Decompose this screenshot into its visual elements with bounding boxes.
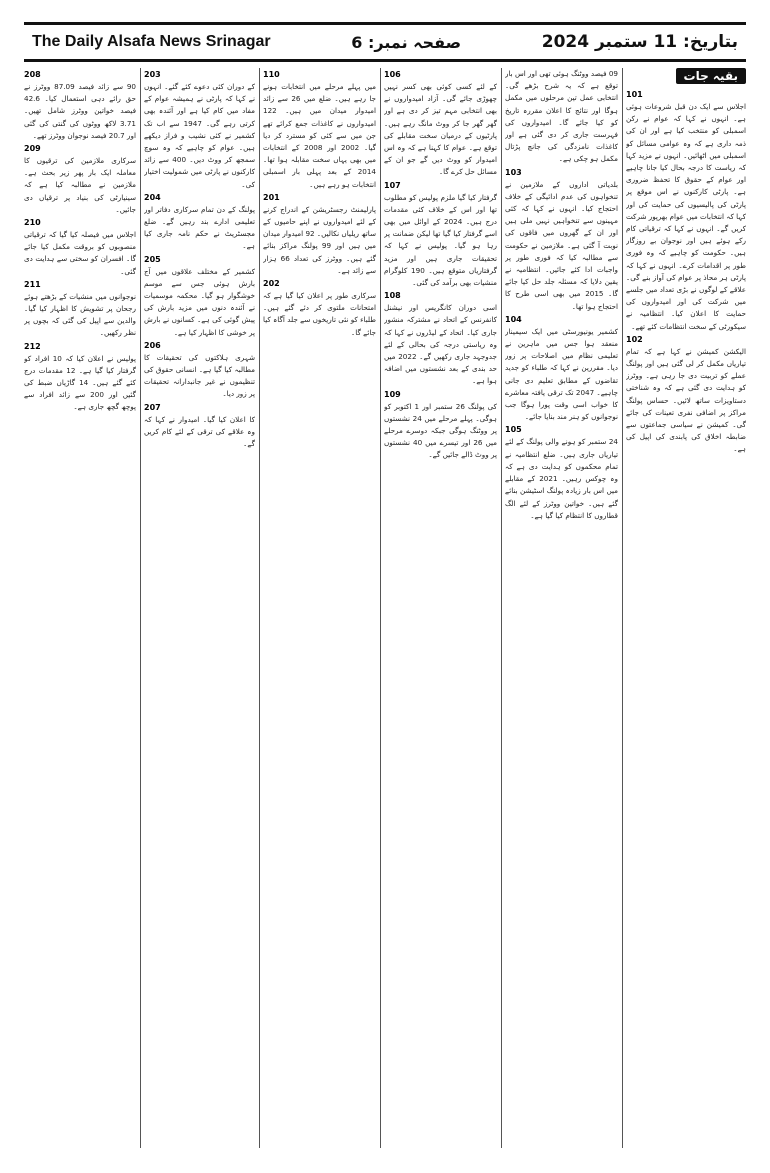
article-text: اجلاس سے ایک دن قبل شروعات ہوئی ہے۔ انہوں نے کہا کہ عوام نے رکن اسمبلی کو منتخب کیا ہے اور ان کی ذمہ داری ہے کہ وہ عوامی مسائل کو اسمبلی میں اٹھائیں۔ انہوں نے مزید کہا کہ ریاست کا درجہ بحال کیا جانا چاہیے اور عوام کے حقوق کا تحفظ ضروری ہے۔ پارٹی کارکنوں نے اس موقع پر پارٹی کی پالیسیوں کی حمایت کی اور کہا کہ انتخابات میں عوام بھرپور شرکت کریں گے۔ انہوں نے کہا کہ ترقیاتی کام رکے ہوئے ہیں اور نوجوان بے روزگار ہیں۔ حکومت کو چاہیے کہ وہ فوری طور پر اقدامات کرے۔ انہوں نے کہا کہ پارٹی ہر محاذ پر عوام کی آواز بنے گی۔ علاقے کے لوگوں نے بڑی تعداد میں جلسے میں شرکت کی اور امیدواروں کی حمایت کا اعلان کیا۔ انتظامیہ نے سیکورٹی کے سخت انتظامات کئے تھے۔: [626, 102, 746, 331]
article-text: کی پولنگ 26 ستمبر اور 1 اکتوبر کو ہوگی۔ پہلے مرحلے میں 24 نشستوں پر ووٹنگ ہوگی جبکہ دوسرے مرحلے میں 26 اور تیسرے میں 40 نشستوں پر ووٹ ڈالے جائیں گے۔: [384, 401, 497, 460]
article-number: 205: [144, 254, 161, 264]
article-number: 107: [384, 180, 401, 190]
page-number: صفحہ نمبر: 6: [351, 32, 462, 52]
article-text: نوجوانوں میں منشیات کے بڑھتے ہوئے رجحان پر تشویش کا اظہار کیا گیا۔ والدین سے اپیل کی گئی کہ بچوں پر نظر رکھیں۔: [24, 291, 136, 338]
article-number: 202: [263, 279, 280, 289]
article-number: 203: [144, 70, 161, 79]
column-1: [626, 68, 746, 1148]
article-number: 108: [384, 291, 401, 301]
article-number: 201: [263, 192, 280, 202]
column-2: [505, 68, 618, 1148]
article-number: 206: [144, 340, 161, 350]
article-text: اسی دوران کانگریس اور نیشنل کانفرنس کے اتحاد نے مشترکہ منشور جاری کیا۔ اتحاد کے لیڈروں نے کہا کہ وہ ریاستی درجہ کی بحالی کے لئے جدوجہد جاری رکھیں گے۔ 2022 میں حد بندی کے بعد نشستوں میں اضافہ ہوا ہے۔: [384, 303, 497, 386]
column-divider: [140, 68, 141, 1148]
article-text: پارلیمنٹ رجسٹریشن کے اندراج کرنے کے لئے امیدواروں نے اپنے حامیوں کے ساتھ ریلیاں نکالیں۔ 92 امیدوار میدان میں ہیں اور 99 پولنگ مراکز بنائے گئے ہیں۔ ووٹرز کی تعداد 66 ہزار سے زائد ہے۔: [263, 204, 376, 275]
article-text: کے دوران کئی دعوے کئے گئے۔ انہوں نے کہا کہ پارٹی نے ہمیشہ عوام کے مفاد میں کام کیا ہے اور آئندہ بھی کرتی رہے گی۔ 1947 سے اب تک کشمیر نے کئی نشیب و فراز دیکھے ہیں۔ عوام کو چاہیے کہ وہ سوچ سمجھ کر ووٹ دیں۔ 400 سے زائد کارکنوں نے پارٹی میں شمولیت اختیار کی۔: [144, 82, 255, 189]
article-text: کشمیر یونیورسٹی میں ایک سیمینار منعقد ہوا جس میں ماہرین نے تعلیمی نظام میں اصلاحات پر زور دیا۔ مقررین نے کہا کہ طلباء کو جدید تقاضوں کے مطابق تعلیم دی جانی چاہیے۔ 2047 تک ترقی یافتہ معاشرے کا خواب اسی وقت پورا ہوگا جب نوجوانوں کو ہنر مند بنایا جائے۔: [505, 326, 618, 422]
section-title: بقیہ جات: [676, 68, 746, 84]
column-divider: [380, 68, 381, 1148]
article-number: 102: [626, 334, 643, 344]
article-text: کشمیر کے مختلف علاقوں میں آج بارش ہوئی جس سے موسم خوشگوار ہو گیا۔ محکمہ موسمیات نے آئندہ دنوں میں مزید بارش کی پیش گوئی کی ہے۔ کسانوں نے بارش پر خوشی کا اظہار کیا ہے۔: [144, 266, 255, 337]
article-text: میں پہلے مرحلے میں انتخابات ہونے جا رہے ہیں۔ ضلع میں 26 سے زائد امیدوار میدان میں ہیں۔ 122 امیدواروں نے کاغذات جمع کرائے تھے جن میں سے کئی کو مسترد کر دیا گیا۔ 2002 اور 2008 کے انتخابات میں بھی یہاں سخت مقابلہ ہوا تھا۔ 2014 کے بعد پہلی بار اسمبلی انتخابات ہو رہے ہیں۔: [263, 82, 376, 189]
article-number: 103: [505, 167, 522, 177]
article-text: شہری ہلاکتوں کی تحقیقات کا مطالبہ کیا گیا ہے۔ انسانی حقوق کی تنظیموں نے غیر جانبدارانہ تحقیقات پر زور دیا۔: [144, 352, 255, 399]
article-text: پولیس نے اعلان کیا کہ 10 افراد کو گرفتار کیا گیا ہے۔ 12 مقدمات درج کئے گئے ہیں۔ 14 گاڑیاں ضبط کی گئیں اور 200 سے زائد افراد سے پوچھ گچھ جاری ہے۔: [24, 353, 136, 412]
paper-name: The Daily Alsafa News Srinagar: [32, 33, 271, 50]
article-number: 109: [384, 389, 401, 399]
columns-area: [24, 68, 746, 1148]
article-number: 101: [626, 90, 643, 99]
column-3: [384, 68, 497, 1148]
issue-date: بتاریخ: 11 ستمبر 2024: [541, 32, 738, 52]
article-number: 208: [24, 70, 41, 79]
column-4: [263, 68, 376, 1148]
article-text: الیکشن کمیشن نے کہا ہے کہ تمام تیاریاں مکمل کر لی گئی ہیں اور پولنگ عملے کو تربیت دی جا رہی ہے۔ ووٹرز کو ہدایت دی گئی ہے کہ وہ شناختی دستاویزات ساتھ لائیں۔ حساس پولنگ مراکز پر اضافی نفری تعینات کی جائے گی۔ کمیشن نے سیاسی جماعتوں سے ضابطہ اخلاق کی پابندی کی اپیل کی ہے۔: [626, 346, 746, 454]
article-text: بلدیاتی اداروں کے ملازمین نے تنخواہوں کی عدم ادائیگی کے خلاف احتجاج کیا۔ انہوں نے کہا کہ کئی مہینوں سے تنخواہیں نہیں ملی ہیں اور ان کے گھروں میں فاقوں کی نوبت آ گئی ہے۔ ملازمین نے حکومت سے مطالبہ کیا کہ فوری طور پر واجبات ادا کئے جائیں۔ انتظامیہ نے یقین دلایا کہ مسئلہ جلد حل کیا جائے گا۔ 2015 میں بھی اسی طرح کا احتجاج ہوا تھا۔: [505, 179, 618, 311]
newspaper-page: [24, 22, 746, 1152]
article-text: کے لئے کسی کوئی بھی کسر نہیں چھوڑی جائے گی۔ آزاد امیدواروں نے بھی انتخابی مہم تیز کر دی ہے اور گھر گھر جا کر ووٹ مانگ رہے ہیں۔ پارٹیوں کے درمیان سخت مقابلے کی توقع ہے۔ عوام کا کہنا ہے کہ وہ اس امیدوار کو ووٹ دیں گے جو ان کے مسائل حل کرے گا۔: [384, 82, 497, 177]
article-number: 110: [263, 70, 280, 79]
column-5: [144, 68, 255, 1148]
column-divider: [259, 68, 260, 1148]
column-6: [24, 68, 136, 1148]
masthead: [24, 22, 746, 62]
column-divider: [622, 68, 623, 1148]
article-number: 106: [384, 70, 401, 79]
article-text: کا اعلان کیا گیا۔ امیدوار نے کہا کہ وہ علاقے کی ترقی کے لئے کام کریں گے۔: [144, 414, 255, 449]
column-divider: [501, 68, 502, 1148]
article-text: سرکاری ملازمین کی ترقیوں کا معاملہ ایک بار پھر زیر بحث ہے۔ ملازمین نے مطالبہ کیا ہے کہ سینیارٹی کی بنیاد پر ترقیاں دی جائیں۔: [24, 156, 136, 214]
article-text: اجلاس میں فیصلہ کیا گیا کہ ترقیاتی منصوبوں کو بروقت مکمل کیا جائے گا۔ افسران کو سختی سے ہدایت دی گئی۔: [24, 230, 136, 276]
article-text: 90 سے زائد فیصد 87.09 ووٹرز نے حق رائے دہی استعمال کیا۔ 42.6 فیصد خواتین ووٹرز شامل تھیں۔ 3.71 لاکھ ووٹوں کی گنتی کی گئی اور 20.7 فیصد نوجوان ووٹرز تھے۔: [24, 82, 136, 140]
article-text: سرکاری طور پر اعلان کیا گیا ہے کہ امتحانات ملتوی کر دئے گئے ہیں۔ طلباء کو نئی تاریخوں سے جلد آگاہ کیا جائے گا۔: [263, 291, 376, 337]
article-number: 204: [144, 192, 161, 202]
article-number: 104: [505, 314, 522, 324]
article-number: 210: [24, 218, 41, 228]
article-text: پولنگ کے دن تمام سرکاری دفاتر اور تعلیمی ادارے بند رہیں گے۔ ضلع مجسٹریٹ نے حکم نامہ جاری کیا ہے۔: [144, 204, 255, 251]
article-text: گرفتار کیا گیا ملزم پولیس کو مطلوب تھا اور اس کے خلاف کئی مقدمات درج ہیں۔ 2024 کے اوائل میں بھی اسے گرفتار کیا گیا تھا لیکن ضمانت پر رہا ہو گیا۔ پولیس نے کہا کہ تحقیقات جاری ہیں اور مزید گرفتاریاں متوقع ہیں۔ 190 کلوگرام منشیات بھی برآمد کی گئی۔: [384, 192, 497, 288]
article-text: 09 فیصد ووٹنگ ہوئی تھی اور اس بار توقع ہے کہ یہ شرح بڑھے گی۔ انتخابی عمل تین مرحلوں میں مکمل ہوگا اور نتائج کا اعلان مقررہ تاریخ کو کیا جائے گا۔ امیدواروں کی فہرست جاری کر دی گئی ہے اور کاغذات نامزدگی کی جانچ پڑتال مکمل ہو چکی ہے۔: [505, 69, 618, 164]
article-number: 105: [505, 425, 522, 435]
article-number: 212: [24, 341, 41, 351]
article-text: 24 ستمبر کو ہونے والی پولنگ کے لئے تیاریاں جاری ہیں۔ ضلع انتظامیہ نے تمام محکموں کو ہدایت دی ہے کہ وہ چوکس رہیں۔ 2021 کے مقابلے میں اس بار زیادہ پولنگ اسٹیشن بنائے گئے ہیں۔ خواتین ووٹرز کے لئے الگ قطاروں کا انتظام کیا گیا ہے۔: [505, 437, 618, 520]
article-number: 209: [24, 144, 41, 154]
article-number: 211: [24, 279, 41, 289]
article-number: 207: [144, 402, 161, 412]
